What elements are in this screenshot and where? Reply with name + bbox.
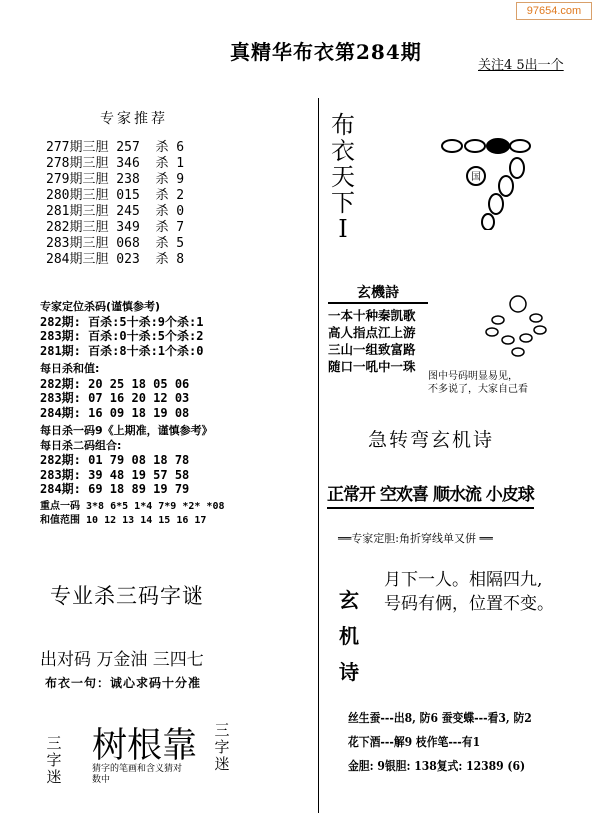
poem-line: 高人指点江上游 <box>328 325 416 340</box>
graphic-caption <box>428 370 528 396</box>
recommend-row: 284期三胆 023 杀 8 <box>46 252 185 267</box>
recommend-row: 280期三胆 015 杀 2 <box>46 188 185 203</box>
watermark: 97654.com <box>516 2 592 20</box>
poem-box <box>328 282 428 375</box>
daily-pair-row: 282期: 01 79 08 18 78 <box>40 453 190 467</box>
bottom-hints <box>348 706 552 778</box>
recommend-row: 281期三胆 245 杀 0 <box>46 204 185 219</box>
bytx-title: 布衣天下I <box>331 111 355 243</box>
caption-line: 图中号码明显易见， <box>428 371 518 382</box>
daily-sum-row: 283期: 07 16 20 12 03 <box>40 391 190 405</box>
key-code: 重点一码 3*8 6*5 1*4 7*9 *2* *08 <box>40 500 225 512</box>
expert-dash-line: ══专家定胆:角折穿线单又倂 ══ <box>338 532 493 545</box>
xj-text <box>384 568 554 616</box>
page-title: 真精华布衣第284期 <box>230 40 422 64</box>
daily-sum-heading: 每日杀和值: <box>40 362 100 375</box>
poem-title: 玄機詩 <box>328 282 428 304</box>
phrases: 正常开 空欢喜 顺水流 小皮球 <box>327 480 534 509</box>
recommend-row: 283期三胆 068 杀 5 <box>46 236 185 251</box>
xj-vertical-title: 玄机诗 <box>339 588 359 684</box>
recommend-row: 278期三胆 346 杀 1 <box>46 156 185 171</box>
position-kill-row: 283期: 百杀:0十杀:5个杀:2 <box>40 329 204 343</box>
digit-seven-graphic <box>440 130 540 230</box>
daily-sum-row: 282期: 20 25 18 05 06 <box>40 376 190 391</box>
sum-range: 和值范围 10 12 13 14 15 16 17 <box>40 515 207 526</box>
killthree-heading: 专业杀三码字谜 <box>50 584 204 608</box>
riddle-right-label: 三字迷 <box>214 721 230 773</box>
jzw-title: 急转弯玄机诗 <box>368 429 495 451</box>
position-kill-heading: 专家定位杀码(谨慎参考) <box>40 300 161 313</box>
recommend-row: 279期三胆 238 杀 9 <box>46 172 185 187</box>
poem-line: 一本十种秦凯歌 <box>328 308 416 323</box>
follow-note: 关注4 5出一个 <box>478 58 564 73</box>
recommend-row: 277期三胆 257 杀 6 <box>46 140 185 155</box>
recommend-row: 282期三胆 349 杀 7 <box>46 220 185 235</box>
recommend-list <box>46 140 184 268</box>
riddle-text: 树根靠 <box>92 726 198 766</box>
xj-line: 月下一人。相隔四九, <box>384 570 543 590</box>
riddle-left-label: 三字迷 <box>46 734 62 786</box>
hint-line: 花下酒---解9 枝作笔---有1 <box>348 735 481 749</box>
coin-graphic <box>480 292 560 362</box>
poem-line: 三山一组致富路 <box>328 342 416 357</box>
daily-pair-heading: 每日杀二码组合: <box>40 438 122 452</box>
hint-line: 金胆: 9银胆: 138复式: 12389 (6) <box>348 759 526 773</box>
buyi-line: 布衣一句：诚心求码十分准 <box>45 676 202 690</box>
daily-pair-row: 283期: 39 48 19 57 58 <box>40 467 190 482</box>
svg-text:国: 国 <box>471 172 481 183</box>
column-divider <box>318 98 319 813</box>
daily-sum-row: 284期: 16 09 18 19 08 <box>40 405 190 420</box>
position-kill-row: 281期: 百杀:8十杀:1个杀:0 <box>40 343 204 358</box>
riddle-note: 猜字的笔画和含义猜对数中 <box>92 764 183 785</box>
pair-line: 出对码 万金油 三四七 <box>40 650 204 670</box>
position-kill-row: 282期: 百杀:5十杀:9个杀:1 <box>40 314 204 329</box>
hint-line: 丝生蚕---出8, 防6 蚕变蝶---看3, 防2 <box>348 711 532 725</box>
poem-line: 随口一吼中一珠 <box>328 359 416 374</box>
xj-line: 号码有俩，位置不变。 <box>384 594 554 614</box>
daily-one-heading: 每日杀一码9《上期准，谨慎参考》 <box>40 424 213 437</box>
position-kill <box>40 300 225 529</box>
caption-line: 不多说了，大家自己看 <box>428 384 528 395</box>
recommend-heading: 专家推荐 <box>100 111 168 127</box>
daily-pair-row: 284期: 69 18 89 19 79 <box>40 482 190 496</box>
